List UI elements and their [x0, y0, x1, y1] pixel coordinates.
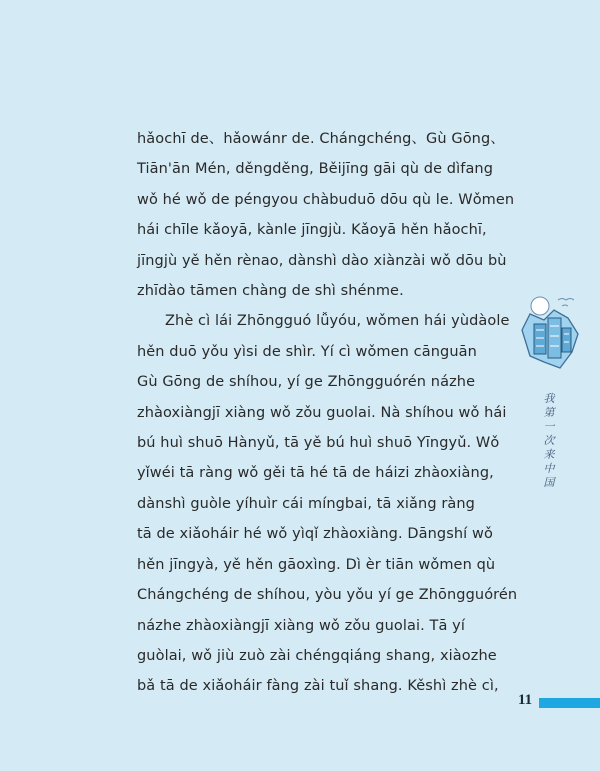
side-title-char: 第: [543, 406, 555, 419]
text-line: Tiān'ān Mén, děngděng, Běijīng gāi qù de dìfang: [137, 161, 494, 178]
side-chapter-title: [539, 392, 559, 490]
body-text: [137, 124, 518, 702]
text-line: názhe zhàoxiàngjī xiàng wǒ zǒu guolai. Tā yí: [137, 617, 465, 634]
page-accent-bar: [539, 698, 600, 708]
page-number: 11: [518, 692, 533, 708]
side-title-char: 次: [543, 434, 555, 447]
side-title-char: 我: [543, 392, 555, 405]
text-line: tā de xiǎoháir hé wǒ yìqǐ zhàoxiàng. Dāngshí wǒ: [137, 526, 493, 543]
text-line: zhàoxiàngjī xiàng wǒ zǒu guolai. Nà shíhou wǒ hái: [137, 404, 507, 421]
text-line: dànshì guòle yíhuìr cái míngbai, tā xiǎng ràng: [137, 495, 475, 512]
text-line: jīngjù yě hěn rènao, dànshì dào xiànzài wǒ dōu bù: [137, 252, 507, 269]
text-line: hěn jīngyà, yě hěn gāoxìng. Dì èr tiān wǒmen qù: [137, 556, 496, 573]
side-title-char: 中: [543, 462, 555, 475]
text-line: hái chīle kǎoyā, kànle jīngjù. Kǎoyā hěn hǎochī,: [137, 222, 487, 239]
text-line: hǎochī de、hǎowánr de. Chángchéng、Gù Gōng、: [137, 131, 505, 147]
text-line: hěn duō yǒu yìsi de shìr. Yí cì wǒmen cānguān: [137, 343, 477, 360]
text-line: bǎ tā de xiǎoháir fàng zài tuǐ shang. Kěshì zhè cì,: [137, 678, 499, 695]
paragraph-start-line: Zhè cì lái Zhōngguó lǚyóu, wǒmen hái yùdàole: [165, 313, 510, 330]
text-line: guòlai, wǒ jiù zuò zài chéngqiáng shang, xiàozhe: [137, 647, 497, 664]
side-title-char: 来: [543, 448, 555, 461]
side-title-char: 国: [543, 476, 555, 489]
side-title-char: 一: [543, 420, 555, 433]
text-line: Gù Gōng de shíhou, yí ge Zhōngguórén názhe: [137, 374, 476, 391]
text-line: yǐwéi tā ràng wǒ gěi tā hé tā de háizi zhàoxiàng,: [137, 465, 494, 482]
text-line: bú huì shuō Hànyǔ, tā yě bú huì shuō Yīngyǔ. Wǒ: [137, 435, 500, 452]
text-line: wǒ hé wǒ de péngyou chàbuduō dōu qù le. Wǒmen: [137, 191, 515, 208]
building-scenery-icon: [518, 290, 582, 376]
text-line: zhīdào tāmen chàng de shì shénme.: [137, 283, 404, 300]
text-line: Chángchéng de shíhou, yòu yǒu yí ge Zhōngguórén: [137, 587, 518, 604]
